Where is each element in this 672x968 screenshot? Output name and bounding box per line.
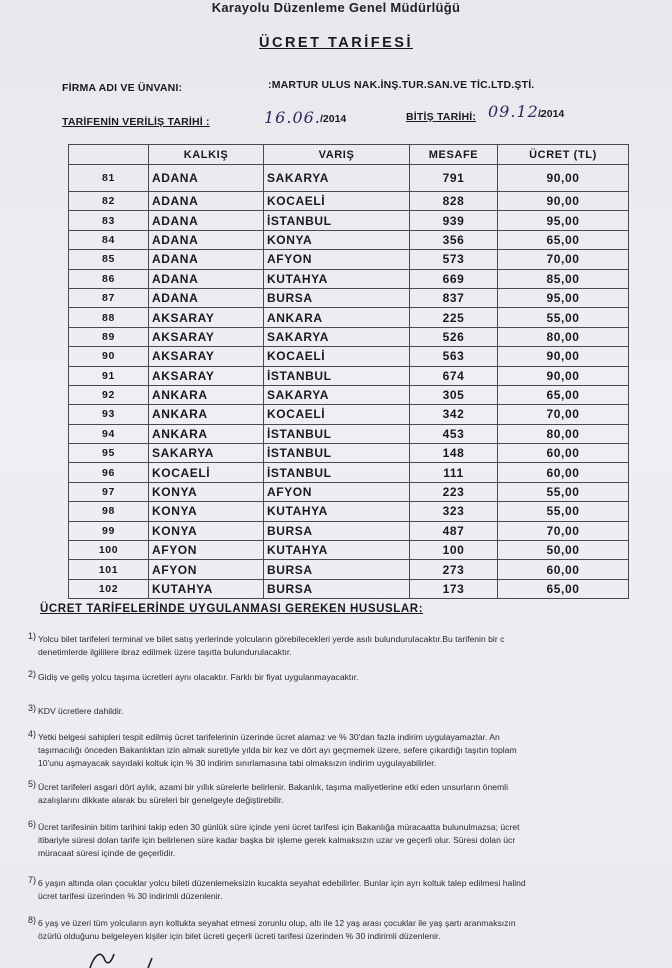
distance-cell: 111 bbox=[410, 463, 498, 482]
row-number: 102 bbox=[69, 579, 149, 598]
rule-text-line: Ücret tarifeleri asgari dört aylık, azami bir yıllık sürelerle belirlenir. Bakanlık, taşıma maliyetlerine etki eden unsurların önemli bbox=[38, 782, 508, 792]
table-row bbox=[69, 560, 629, 579]
row-number: 99 bbox=[69, 521, 149, 540]
end-date-label: BİTİŞ TARİHİ: bbox=[406, 111, 477, 123]
row-number: 97 bbox=[69, 482, 149, 501]
end-date-handwritten: 09.12. bbox=[488, 102, 545, 121]
rule-text-line: Ücret tarifesinin bitim tarihini takip eden 30 günlük süre içinde yeni ücret tarifesi için Bakanlığa müracaatta bulunulmazsa; ücret bbox=[38, 822, 520, 832]
row-number: 96 bbox=[69, 463, 149, 482]
rule-text-line: denetimlerde ilgililere ibraz edilmek üzere taşıtta bulundurulacaktır. bbox=[38, 647, 292, 657]
table-row bbox=[69, 541, 629, 560]
fare-cell: 80,00 bbox=[498, 327, 629, 346]
arrival-cell: BURSA bbox=[264, 560, 410, 579]
distance-cell: 828 bbox=[410, 192, 498, 211]
departure-cell: KONYA bbox=[149, 482, 264, 501]
rule-text-line: ücret tarifesi üzerinden % 30 indirimli düzenlenir. bbox=[38, 891, 223, 901]
table-row bbox=[69, 385, 629, 404]
document-title: ÜCRET TARİFESİ bbox=[259, 35, 413, 51]
departure-cell: KUTAHYA bbox=[149, 579, 264, 598]
departure-cell: AFYON bbox=[149, 541, 264, 560]
rule-number: 1) bbox=[28, 631, 37, 641]
distance-cell: 305 bbox=[410, 385, 498, 404]
row-number: 87 bbox=[69, 288, 149, 307]
rule-text-line: azalışlarını dikkate alarak bu süreleri bir genelgeyle değiştirebilir. bbox=[38, 795, 284, 805]
rule-text-line: müracaat süresi içinde de geçerlidir. bbox=[38, 848, 176, 858]
arrival-cell: BURSA bbox=[264, 579, 410, 598]
authority-heading: Karayolu Düzenleme Genel Müdürlüğü bbox=[211, 0, 461, 15]
distance-cell: 225 bbox=[410, 308, 498, 327]
rule-text-line: taşımacılığı önceden Bakanlıktan izin almak suretiyle yılda bir kez ve dört ayı geçmemek üzere, sefere çıkardığı taşıtın toplam bbox=[38, 745, 517, 755]
issue-date-label: TARİFENİN VERİLİŞ TARİHİ : bbox=[62, 116, 210, 128]
distance-cell: 148 bbox=[410, 444, 498, 463]
distance-cell: 573 bbox=[410, 250, 498, 269]
fare-cell: 70,00 bbox=[498, 250, 629, 269]
row-number: 93 bbox=[69, 405, 149, 424]
table-row bbox=[69, 521, 629, 540]
arrival-cell: AFYON bbox=[264, 250, 410, 269]
header-no bbox=[69, 145, 149, 165]
arrival-cell: KOCAELİ bbox=[264, 405, 410, 424]
departure-cell: KOCAELİ bbox=[149, 463, 264, 482]
arrival-cell: SAKARYA bbox=[264, 385, 410, 404]
rule-number: 8) bbox=[28, 915, 37, 925]
departure-cell: ADANA bbox=[149, 211, 264, 230]
table-row bbox=[69, 366, 629, 385]
arrival-cell: AFYON bbox=[264, 482, 410, 501]
issue-date-year: /2014 bbox=[320, 113, 347, 125]
row-number: 94 bbox=[69, 424, 149, 443]
fare-cell: 60,00 bbox=[498, 463, 629, 482]
arrival-cell: KUTAHYA bbox=[264, 269, 410, 288]
table-row bbox=[69, 444, 629, 463]
distance-cell: 323 bbox=[410, 502, 498, 521]
company-value: :MARTUR ULUS NAK.İNŞ.TUR.SAN.VE TİC.LTD.ŞTİ. bbox=[268, 79, 535, 91]
distance-cell: 526 bbox=[410, 327, 498, 346]
arrival-cell: İSTANBUL bbox=[264, 424, 410, 443]
departure-cell: ADANA bbox=[149, 288, 264, 307]
row-number: 91 bbox=[69, 366, 149, 385]
distance-cell: 791 bbox=[410, 165, 498, 192]
fare-cell: 65,00 bbox=[498, 385, 629, 404]
distance-cell: 674 bbox=[410, 366, 498, 385]
fare-cell: 95,00 bbox=[498, 211, 629, 230]
header-departure: KALKIŞ bbox=[149, 145, 264, 165]
header-fare: ÜCRET (TL) bbox=[498, 145, 629, 165]
departure-cell: AFYON bbox=[149, 560, 264, 579]
rule-text-line: Yolcu bilet tarifeleri terminal ve bilet satış yerlerinde yolcuların görebilecekleri yerde asılı bulundurulacaktır.Bu tarifenin bir c bbox=[38, 634, 505, 644]
arrival-cell: ANKARA bbox=[264, 308, 410, 327]
distance-cell: 563 bbox=[410, 347, 498, 366]
departure-cell: AKSARAY bbox=[149, 366, 264, 385]
row-number: 81 bbox=[69, 165, 149, 192]
table-row bbox=[69, 482, 629, 501]
departure-cell: ADANA bbox=[149, 230, 264, 249]
fare-cell: 70,00 bbox=[498, 405, 629, 424]
table-row bbox=[69, 502, 629, 521]
distance-cell: 356 bbox=[410, 230, 498, 249]
table-row bbox=[69, 327, 629, 346]
departure-cell: ADANA bbox=[149, 250, 264, 269]
fare-cell: 90,00 bbox=[498, 165, 629, 192]
fare-cell: 85,00 bbox=[498, 269, 629, 288]
arrival-cell: BURSA bbox=[264, 521, 410, 540]
rule-text-line: KDV ücretlere dahildir. bbox=[38, 706, 124, 716]
departure-cell: ADANA bbox=[149, 269, 264, 288]
arrival-cell: KONYA bbox=[264, 230, 410, 249]
row-number: 101 bbox=[69, 560, 149, 579]
arrival-cell: İSTANBUL bbox=[264, 444, 410, 463]
departure-cell: AKSARAY bbox=[149, 308, 264, 327]
rules-title: ÜCRET TARİFELERİNDE UYGULANMASI GEREKEN HUSUSLAR: bbox=[40, 603, 424, 615]
fare-cell: 70,00 bbox=[498, 521, 629, 540]
fare-cell: 60,00 bbox=[498, 444, 629, 463]
fare-cell: 90,00 bbox=[498, 347, 629, 366]
row-number: 90 bbox=[69, 347, 149, 366]
table-row bbox=[69, 192, 629, 211]
departure-cell: ANKARA bbox=[149, 424, 264, 443]
fare-cell: 90,00 bbox=[498, 192, 629, 211]
departure-cell: ANKARA bbox=[149, 385, 264, 404]
header-arrival: VARIŞ bbox=[264, 145, 410, 165]
distance-cell: 669 bbox=[410, 269, 498, 288]
rule-text-line: Yetki belgesi sahipleri tespit edilmiş ücret tarifelerinin üzerinde ücret alamaz ve % 30'dan fazla indirim uygulayamazlar. An bbox=[38, 732, 500, 742]
arrival-cell: İSTANBUL bbox=[264, 211, 410, 230]
fare-cell: 55,00 bbox=[498, 502, 629, 521]
fare-cell: 60,00 bbox=[498, 560, 629, 579]
table-row bbox=[69, 230, 629, 249]
distance-cell: 939 bbox=[410, 211, 498, 230]
departure-cell: ADANA bbox=[149, 165, 264, 192]
rule-text-line: Gidiş ve geliş yolcu taşıma ücretleri aynı olacaktır. Farklı bir fiyat uygulanmayacaktır. bbox=[38, 672, 359, 682]
rule-number: 5) bbox=[28, 779, 37, 789]
arrival-cell: KUTAHYA bbox=[264, 541, 410, 560]
distance-cell: 487 bbox=[410, 521, 498, 540]
distance-cell: 100 bbox=[410, 541, 498, 560]
signature-scribble bbox=[60, 946, 180, 968]
table-row bbox=[69, 579, 629, 598]
table-row bbox=[69, 424, 629, 443]
fare-cell: 50,00 bbox=[498, 541, 629, 560]
departure-cell: ADANA bbox=[149, 192, 264, 211]
departure-cell: AKSARAY bbox=[149, 327, 264, 346]
distance-cell: 342 bbox=[410, 405, 498, 424]
arrival-cell: İSTANBUL bbox=[264, 366, 410, 385]
table-row bbox=[69, 211, 629, 230]
fare-cell: 55,00 bbox=[498, 308, 629, 327]
table-row bbox=[69, 288, 629, 307]
distance-cell: 223 bbox=[410, 482, 498, 501]
fare-table bbox=[68, 144, 629, 599]
distance-cell: 837 bbox=[410, 288, 498, 307]
row-number: 84 bbox=[69, 230, 149, 249]
distance-cell: 173 bbox=[410, 579, 498, 598]
row-number: 98 bbox=[69, 502, 149, 521]
rule-text-line: özürlü olduğunu belgeleyen kişiler için bilet ücreti geçerli ücreti tarifesi üzerinden % 30 indirimli düzenlenir. bbox=[38, 931, 441, 941]
departure-cell: KONYA bbox=[149, 502, 264, 521]
row-number: 92 bbox=[69, 385, 149, 404]
departure-cell: AKSARAY bbox=[149, 347, 264, 366]
rule-number: 2) bbox=[28, 669, 37, 679]
header-distance: MESAFE bbox=[410, 145, 498, 165]
table-row bbox=[69, 250, 629, 269]
rule-number: 3) bbox=[28, 703, 37, 713]
rule-text-line: itibariyle süresi dolan tarife için belirlenen süre kadar başka bir işleme gerek kalmaksızın uzar ve geçerli olur. Süresi dolan ücr bbox=[38, 835, 516, 845]
arrival-cell: SAKARYA bbox=[264, 165, 410, 192]
rule-number: 6) bbox=[28, 819, 37, 829]
fare-cell: 65,00 bbox=[498, 230, 629, 249]
table-row bbox=[69, 463, 629, 482]
table-row bbox=[69, 165, 629, 192]
departure-cell: SAKARYA bbox=[149, 444, 264, 463]
issue-date-handwritten: 16.06. bbox=[264, 108, 321, 127]
row-number: 89 bbox=[69, 327, 149, 346]
company-label: FİRMA ADI VE ÜNVANI: bbox=[62, 82, 183, 94]
arrival-cell: KOCAELİ bbox=[264, 192, 410, 211]
fare-cell: 95,00 bbox=[498, 288, 629, 307]
table-row bbox=[69, 269, 629, 288]
rule-text-line: 6 yaş ve üzeri tüm yolcuların ayrı koltukta seyahat etmesi zorunlu olup, altı ile 12 yaş arası çocuklar ile yaş şartı aranmaksızın bbox=[38, 918, 516, 928]
row-number: 88 bbox=[69, 308, 149, 327]
arrival-cell: KUTAHYA bbox=[264, 502, 410, 521]
arrival-cell: SAKARYA bbox=[264, 327, 410, 346]
row-number: 100 bbox=[69, 541, 149, 560]
row-number: 85 bbox=[69, 250, 149, 269]
arrival-cell: KOCAELİ bbox=[264, 347, 410, 366]
arrival-cell: BURSA bbox=[264, 288, 410, 307]
distance-cell: 273 bbox=[410, 560, 498, 579]
rule-text-line: 10'unu aşmayacak sayıdaki koltuk için % 30 indirim sınırlamasına tabi olmaksızın indirim uygulayabilirler. bbox=[38, 758, 437, 768]
fare-cell: 55,00 bbox=[498, 482, 629, 501]
row-number: 82 bbox=[69, 192, 149, 211]
row-number: 95 bbox=[69, 444, 149, 463]
row-number: 86 bbox=[69, 269, 149, 288]
departure-cell: KONYA bbox=[149, 521, 264, 540]
end-date-year: /2014 bbox=[538, 108, 565, 120]
row-number: 83 bbox=[69, 211, 149, 230]
rule-number: 4) bbox=[28, 729, 37, 739]
departure-cell: ANKARA bbox=[149, 405, 264, 424]
rule-text-line: 6 yaşın altında olan çocuklar yolcu bileti düzenlemeksizin kucakta seyahat edebilirler. Bunlar için ayrı koltuk talep edilmesi halind bbox=[38, 878, 526, 888]
distance-cell: 453 bbox=[410, 424, 498, 443]
table-row bbox=[69, 308, 629, 327]
fare-cell: 65,00 bbox=[498, 579, 629, 598]
fare-cell: 90,00 bbox=[498, 366, 629, 385]
arrival-cell: İSTANBUL bbox=[264, 463, 410, 482]
table-row bbox=[69, 347, 629, 366]
fare-table-header bbox=[69, 145, 629, 165]
fare-cell: 80,00 bbox=[498, 424, 629, 443]
rule-number: 7) bbox=[28, 875, 37, 885]
table-row bbox=[69, 405, 629, 424]
